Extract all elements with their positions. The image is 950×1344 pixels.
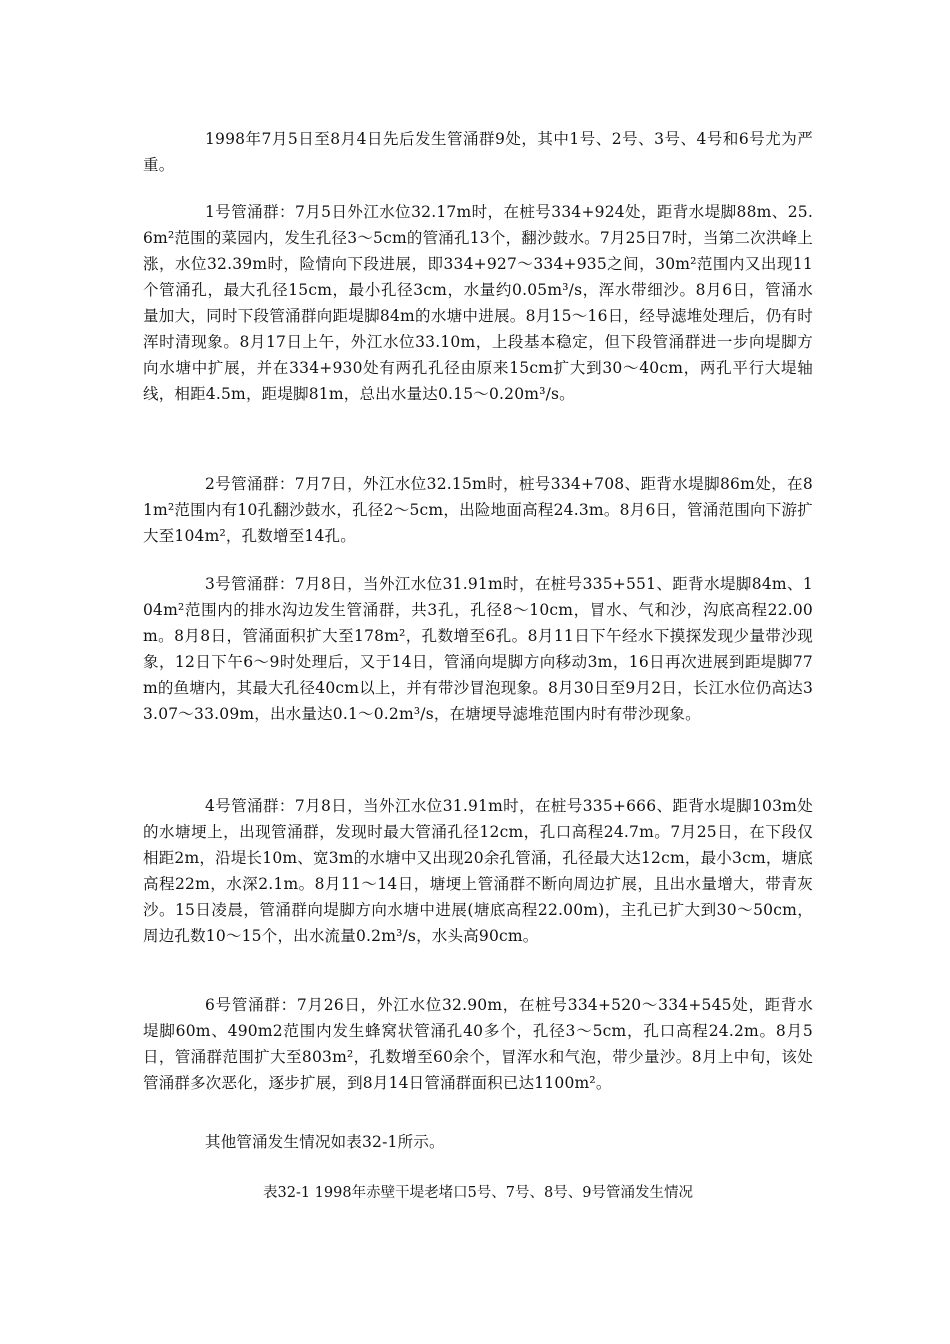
paragraph-piping-group-1: 1号管涌群：7月5日外江水位32.17m时，在桩号334+924处，距背水堤脚88m、25.6m²范围的菜园内，发生孔径3～5cm的管涌孔13个，翻沙鼓水。7月25日7时，当第二次洪峰上涨，水位32.39m时，险情向下段进展，即334+927～334+935之间，30m²范围内又出现11个管涌孔，最大孔径15cm，最小孔径3cm，水量约0.05m³/s，浑水带细沙。8月6日，管涌水量加大，同时下段管涌群向距堤脚84m的水塘中进展。8月15～16日，经导滤堆处理后，仍有时浑时清现象。8月17日上午，外江水位33.10m，上段基本稳定，但下段管涌群进一步向堤脚方向水塘中扩展，并在334+930处有两孔孔径由原来15cm扩大到30～40cm，两孔平行大堤轴线，相距4.5m，距堤脚81m，总出水量达0.15～0.20m³/s。 [143,203,813,403]
table-caption: 表32-1 1998年赤壁干堤老堵口5号、7号、8号、9号管涌发生情况 [263,1185,693,1201]
paragraph-piping-group-6: 6号管涌群：7月26日，外江水位32.90m，在桩号334+520～334+545处，距背水堤脚60m、490m2范围内发生蜂窝状管涌孔40多个，孔径3～5cm，孔口高程24.2m。8月5日，管涌群范围扩大至803m²，孔数增至60余个，冒浑水和气泡，带少量沙。8月上中旬，该处管涌群多次恶化，逐步扩展，到8月14日管涌群面积已达1100m²。 [143,996,813,1092]
paragraph-piping-group-2: 2号管涌群：7月7日，外江水位32.15m时，桩号334+708、距背水堤脚86m处，在81m²范围内有10孔翻沙鼓水，孔径2～5cm，出险地面高程24.3m。8月6日，管涌范围向下游扩大至104m²，孔数增至14孔。 [143,475,813,545]
paragraph-other-piping: 其他管涌发生情况如表32-1所示。 [205,1133,445,1151]
paragraph-piping-group-3: 3号管涌群：7月8日，当外江水位31.91m时，在桩号335+551、距背水堤脚84m、104m²范围内的排水沟边发生管涌群，共3孔，孔径8～10cm，冒水、气和沙，沟底高程22.00m。8月8日，管涌面积扩大至178m²，孔数增至6孔。8月11日下午经水下摸探发现少量带沙现象，12日下午6～9时处理后，又于14日，管涌向堤脚方向移动3m，16日再次进展到距堤脚77m的鱼塘内，其最大孔径40cm以上，并有带沙冒泡现象。8月30日至9月2日，长江水位仍高达33.07～33.09m，出水量达0.1～0.2m³/s，在塘埂导滤堆范围内时有带沙现象。 [143,575,813,723]
paragraph-piping-group-4: 4号管涌群：7月8日，当外江水位31.91m时，在桩号335+666、距背水堤脚103m处的水塘埂上，出现管涌群，发现时最大管涌孔径12cm，孔口高程24.7m。7月25日，在下段仅相距2m，沿堤长10m、宽3m的水塘中又出现20余孔管涌，孔径最大达12cm，最小3cm，塘底高程22m，水深2.1m。8月11～14日，塘埂上管涌群不断向周边扩展，且出水量增大，带青灰沙。15日凌晨，管涌群向堤脚方向水塘中进展(塘底高程22.00m)，主孔已扩大到30～50cm，周边孔数10～15个，出水流量0.2m³/s，水头高90cm。 [143,797,813,945]
paragraph-overview: 1998年7月5日至8月4日先后发生管涌群9处，其中1号、2号、3号、4号和6号尤为严重。 [143,130,813,174]
